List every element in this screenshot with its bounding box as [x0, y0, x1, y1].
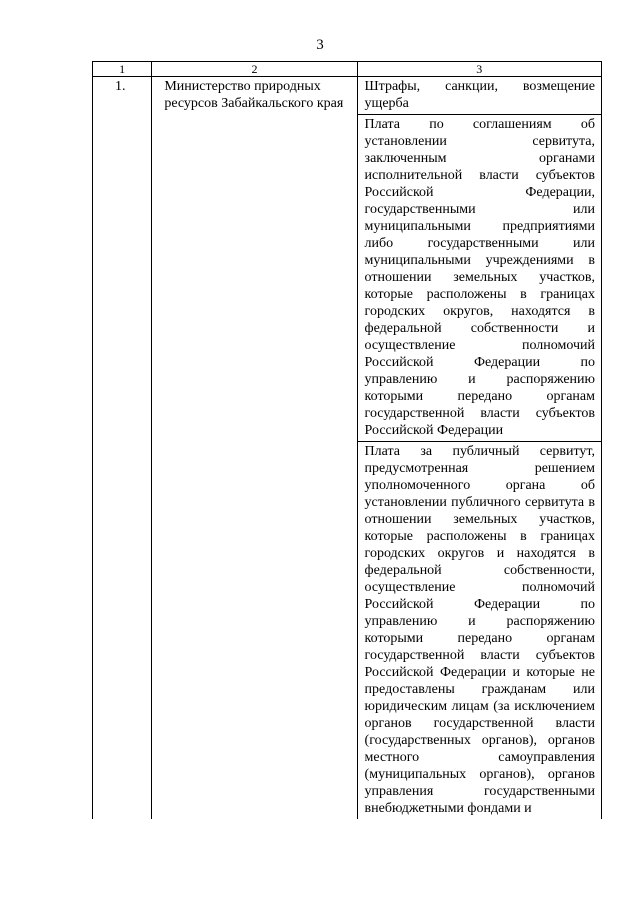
revenue-item-servitude-agreements: Плата по соглашениям об установлении сервитута, заключенным органами исполнительной власти субъектов Российской Федерации, государственными или муниципальными предприятиями либо государственными или муниципальными учреждениями в отношении земельных участков, которые расположены в границах городских округов, находятся в федеральной собственности и осуществление полномочий Российской Федерации по управлению и распоряжению которыми передано органам государственной власти субъектов Российской Федерации	[357, 115, 601, 442]
revenue-item-fines: Штрафы, санкции, возмещение ущерба	[357, 77, 601, 115]
row-number: 1.	[93, 77, 152, 820]
page-number: 3	[316, 37, 324, 53]
header-col-1: 1	[93, 62, 152, 77]
ministry-name: Министерство природных ресурсов Забайкальского края	[152, 77, 357, 820]
revenue-table	[92, 61, 602, 819]
header-col-2: 2	[152, 62, 357, 77]
revenue-item-public-servitude: Плата за публичный сервитут, предусмотренная решением уполномоченного органа об установлении публичного сервитута в отношении земельных участков, которые расположены в границах городских округов и находятся в федеральной собственности, осуществление полномочий Российской Федерации по управлению и распоряжению которыми передано органам государственной власти субъектов Российской Федерации и которые не предоставлены гражданам или юридическим лицам (за исключением органов государственной власти (государственных органов), органов местного самоуправления (муниципальных органов), органов управления государственными внебюджетными фондами и	[357, 442, 601, 820]
table-header-row	[93, 62, 602, 77]
table-row	[93, 77, 602, 115]
header-col-3: 3	[357, 62, 601, 77]
